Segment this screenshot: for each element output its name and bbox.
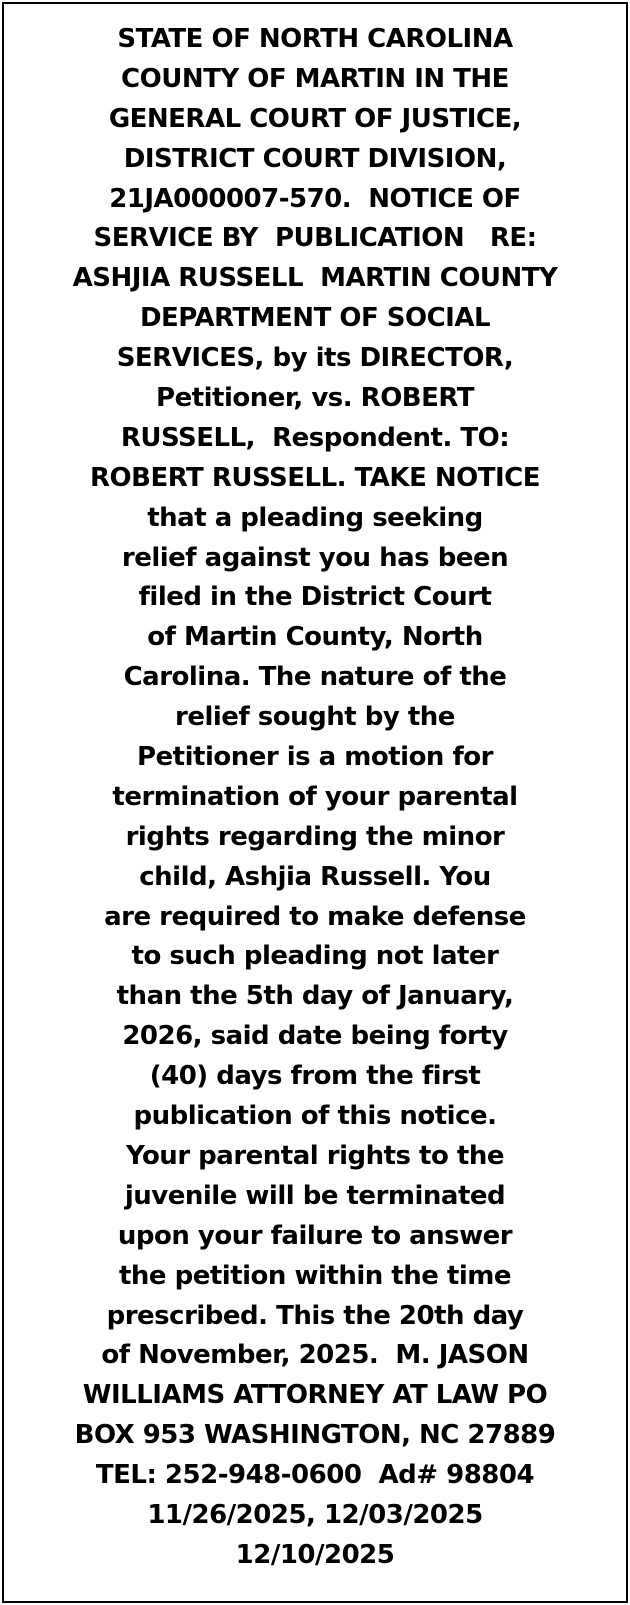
notice-line: of Martin County, North [147,622,483,653]
notice-line: Petitioner, vs. ROBERT [156,383,474,414]
notice-line: of November, 2025. M. JASON [101,1340,529,1371]
notice-line: DEPARTMENT OF SOCIAL [139,303,491,334]
notice-line: Petitioner is a motion for [136,742,493,773]
notice-line: DISTRICT COURT DIVISION, [123,143,507,174]
notice-line: 11/26/2025, 12/03/2025 [147,1499,483,1530]
notice-line: relief sought by the [175,702,455,733]
notice-line: STATE OF NORTH CAROLINA [117,24,513,54]
notice-line: WILLIAMS ATTORNEY AT LAW PO [82,1380,548,1411]
notice-line: to such pleading not later [131,941,499,972]
notice-line: Your parental rights to the [126,1140,504,1171]
notice-line: upon your failure to answer [117,1220,513,1251]
notice-line: prescribed. This the 20th day [106,1300,524,1331]
notice-line: TEL: 252-948-0600 Ad# 98804 [95,1460,535,1491]
notice-line: relief against you has been [121,542,509,573]
notice-line: (40) days from the first [149,1061,481,1092]
notice-line: are required to make defense [104,901,526,932]
notice-line: child, Ashjia Russell. You [139,861,491,892]
notice-line: SERVICE BY PUBLICATION RE: [93,223,537,254]
notice-line: SERVICES, by its DIRECTOR, [116,343,514,374]
notice-line: BOX 953 WASHINGTON, NC 27889 [74,1420,556,1451]
notice-line: than the 5th day of January, [116,981,514,1012]
notice-line: ASHJIA RUSSELL MARTIN COUNTY [72,263,558,294]
notice-line: 2026, said date being forty [122,1021,508,1052]
notice-body [4,20,626,1576]
notice-line: Carolina. The nature of the [123,662,507,693]
legal-notice [2,2,628,1603]
notice-line: the petition within the time [118,1260,511,1291]
notice-line: termination of your parental [112,781,518,812]
notice-line: that a pleading seeking [147,502,483,533]
notice-line: RUSSELL, Respondent. TO: [120,422,510,453]
notice-line: publication of this notice. [133,1101,497,1132]
notice-line: filed in the District Court [138,582,492,613]
notice-line: 12/10/2025 [235,1539,395,1570]
notice-line: rights regarding the minor [125,821,505,852]
notice-line: ROBERT RUSSELL. TAKE NOTICE [90,462,540,493]
notice-line: GENERAL COURT OF JUSTICE, [108,103,522,134]
notice-line: COUNTY OF MARTIN IN THE [121,63,509,94]
notice-line: juvenile will be terminated [124,1180,506,1211]
notice-line: 21JA000007-570. NOTICE OF [109,183,521,214]
